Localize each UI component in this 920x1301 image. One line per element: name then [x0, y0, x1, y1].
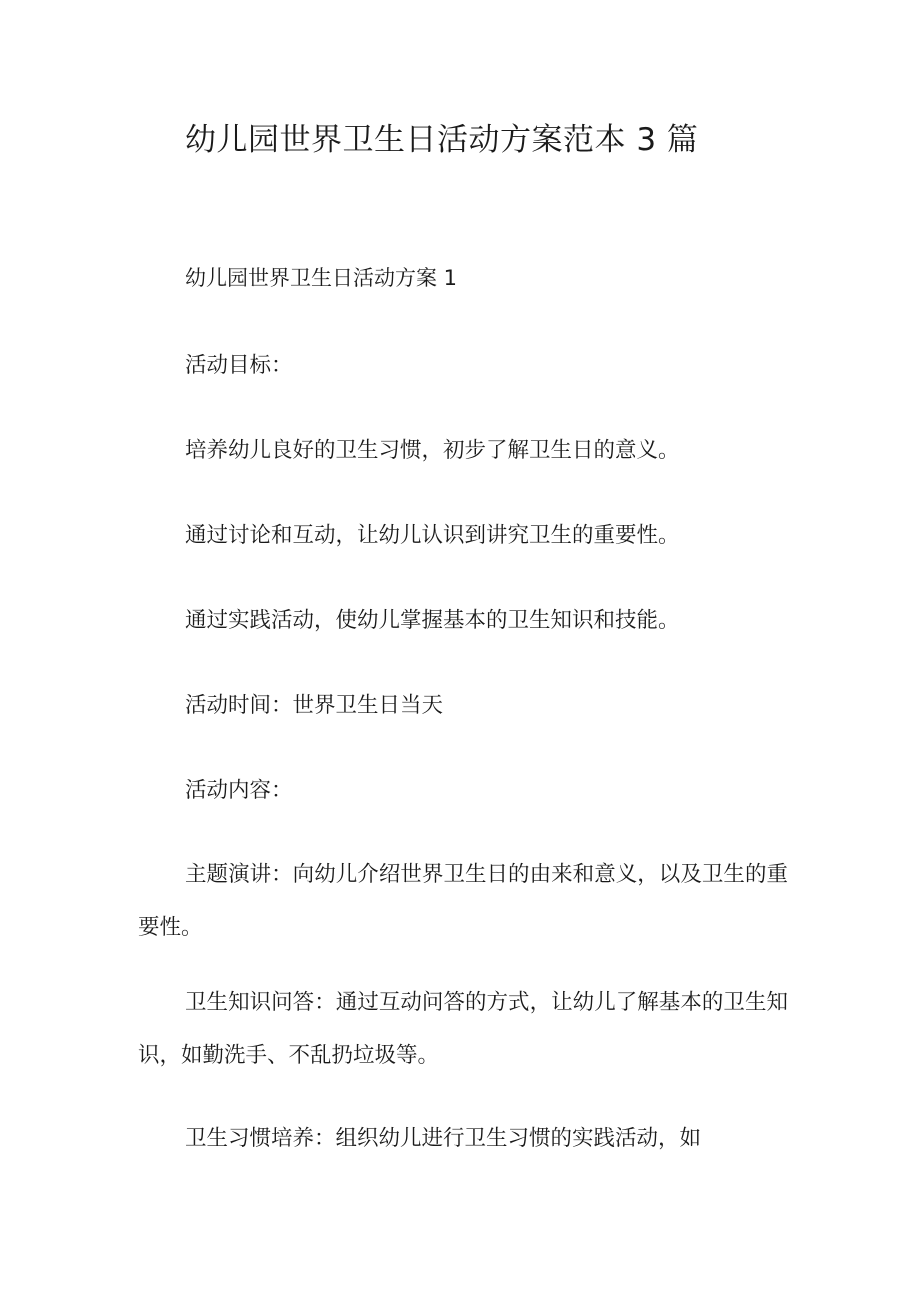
paragraph-speech: 主题演讲：向幼儿介绍世界卫生日的由来和意义，以及卫生的重要性。	[138, 862, 788, 940]
paragraph-goals-label: 活动目标：	[185, 353, 293, 378]
document-title: 幼儿园世界卫生日活动方案范本 3 篇	[185, 122, 699, 158]
paragraph-goal-2: 通过讨论和互动，让幼儿认识到讲究卫生的重要性。	[185, 523, 680, 548]
paragraph-time: 活动时间：世界卫生日当天	[185, 693, 444, 718]
section-heading: 幼儿园世界卫生日活动方案 1	[185, 266, 458, 290]
paragraph-quiz: 卫生知识问答：通过互动问答的方式，让幼儿了解基本的卫生知识，如勤洗手、不乱扔垃圾等。	[138, 990, 788, 1068]
paragraph-habits: 卫生习惯培养：组织幼儿进行卫生习惯的实践活动，如	[185, 1126, 702, 1151]
paragraph-goal-3: 通过实践活动，使幼儿掌握基本的卫生知识和技能。	[185, 608, 680, 633]
paragraph-content-label: 活动内容：	[185, 778, 293, 803]
paragraph-goal-1: 培养幼儿良好的卫生习惯，初步了解卫生日的意义。	[185, 438, 680, 463]
